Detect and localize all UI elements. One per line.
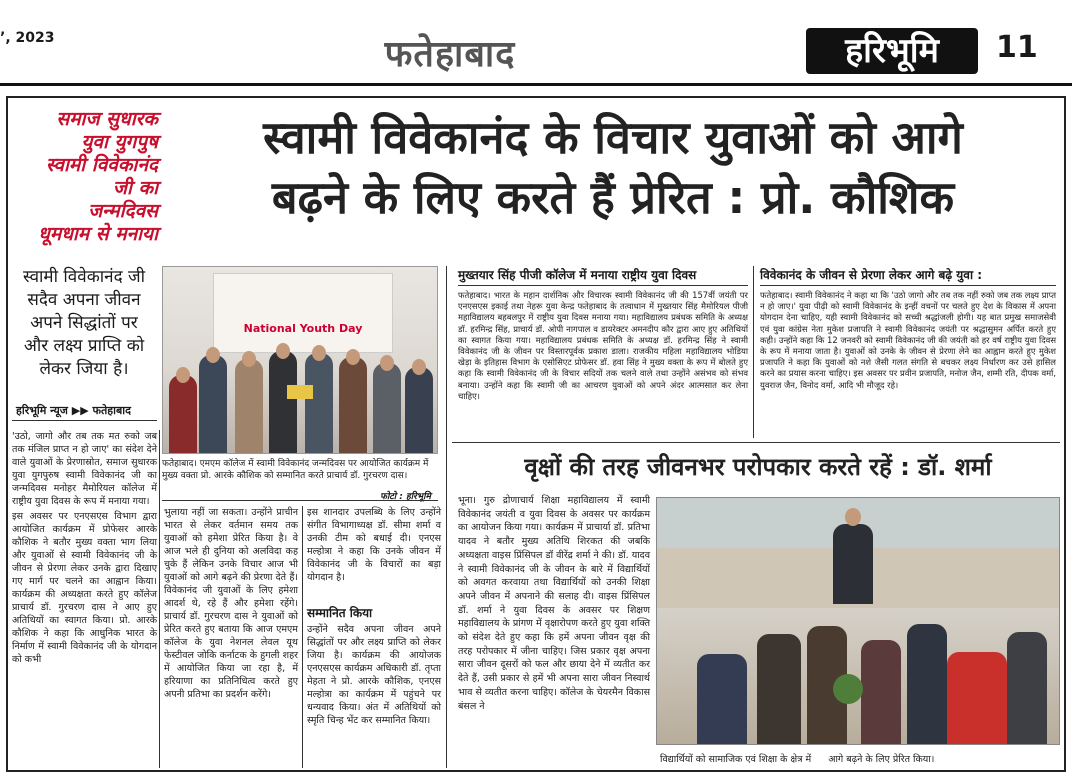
person-figure bbox=[169, 375, 197, 453]
paragraph: भूना। गुरु द्रोणाचार्य शिक्षा महाविद्यालय में स्वामी विवेकानंद जयंती व युवा दिवस के अवसर पर कार्यक्रम का आयोजन किया गया। कार्यक्रम में प्राचार्या डॉ. प्रतिभा यादव ने बतौर मुख्य अतिथि शिरकत की जबकि अध्यक्षता वाइस प्रिंसिपल डॉ वीरेंद्र शर्मा ने की। डॉ. यादव ने स्वामी विवेकानंद जी के जीवन के बारे में विद्यार्थियों को अवगत करवाया तथा विद्यार्थियों को उनकी शिक्षा अपने जीवन में अपनाने की सलाह दी। वाइस प्रिंसिपल डॉ. शर्मा ने युवा दिवस के अवसर पर शिक्षण महाविद्यालय के प्रांगण में वृक्षारोपण करते हुए युवा शक्ति को संदेश देते हुए कहा कि हमें अपना जीवन वृक्ष की तरह परोपकार में जीना चाहिए। जिस प्रकार वृक्ष अपना सारा जीवन दूसरों को फल और छाया देने में व्यतीत कर देते हैं, उसी प्रकार से हमें भी अपना सारा जीवन निस्वार्थ भाव से व्यतीत करना चाहिए। कॉलेज के चेयरमैन विकास बंसल ने bbox=[458, 495, 650, 712]
column-rule bbox=[159, 430, 160, 768]
person-figure bbox=[947, 652, 1007, 744]
person-figure bbox=[861, 640, 901, 744]
divider bbox=[458, 285, 748, 286]
person-head bbox=[380, 355, 394, 371]
byline: हरिभूमि न्यूज ▶▶ फतेहाबाद bbox=[16, 404, 131, 417]
person-head bbox=[176, 367, 190, 383]
pull-quote-line: अपने सिद्धांतों पर bbox=[30, 313, 138, 333]
person-figure bbox=[833, 524, 873, 604]
person-head bbox=[845, 508, 861, 526]
divider bbox=[452, 442, 1060, 443]
paragraph: उन्होंने सदैव अपना जीवन अपने सिद्धांतों पर और लक्ष्य प्राप्ति को लेकर जिया है। कार्यक्रम की आयोजक एनएसएस कार्यक्रम अधिकारी डॉ. तृप्ता मेहता ने प्रो. आरके कौशिक, एनएस मल्होत्रा का कार्यक्रम में पहुंचने पर धन्यवाद किया। अंत में अतिथियों को स्मृति चिन्ह भेंट कर सम्मानित किया। bbox=[307, 624, 441, 726]
kicker-line: स्वामी विवेकानंद bbox=[46, 154, 158, 176]
photo-caption bbox=[660, 752, 1060, 765]
person-figure bbox=[1007, 632, 1047, 744]
story-text: फतेहाबाद। स्वामी विवेकानंद ने कहा था कि 'उठो जागो और तब तक नहीं रुको जब तक लक्ष्य प्राप्त न हो जाए।' युवा पीढ़ी को स्वामी विवेकानंद के इन्हीं वचनों पर चलते हुए देश के विकास में अपना योगदान देना चाहिए, यही स्वामी विवेकानंद को सच्ची श्रद्धांजली होगी। यह बात प्रमुख समाजसेवी एवं युवा कांग्रेस नेता मुकेश प्रजापति ने स्वामी विवेकानंद जयंती पर श्रद्धासुमन अर्पित करते हुए कही। उन्होंने कहा कि 12 जनवरी को स्वामी विवेकानंद जी की जयंती को हर वर्ष राष्ट्रीय युवा दिवस के रूप में मनाया जाता है। युवाओं को उनके के जीवन से प्रेरणा लेने का आह्वान करते हुए मुकेश प्रजापति ने कहा कि युवाओं को नशे जैसी गलत संगति से बचकर लक्ष्य निर्धारण कर उसे हासिल करने का प्रयास करना चाहिए। इस अवसर पर प्रवीन प्रजापति, मनोज जैन, शम्मी रति, दीपक वर्मा, युवराज जैन, विनोद वर्मा, आदि भी मौजूद रहे। bbox=[760, 290, 1056, 390]
kicker-red bbox=[8, 108, 158, 246]
pull-quote-line: और लक्ष्य प्राप्ति को bbox=[23, 336, 145, 356]
story-heading: विवेकानंद के जीवन से प्रेरणा लेकर आगे बढ़े युवा : bbox=[760, 268, 983, 282]
person-head bbox=[346, 349, 360, 365]
pull-quote-line: लेकर जिया है। bbox=[39, 359, 129, 379]
person-figure bbox=[697, 654, 747, 744]
caption-text: विद्यार्थियों को सामाजिक एवं शिक्षा के क्षेत्र में bbox=[660, 754, 812, 765]
page-number: 11 bbox=[996, 30, 1038, 65]
person-figure bbox=[907, 624, 947, 744]
paragraph: भुलाया नहीं जा सकता। उन्होंने प्राचीन भारत से लेकर वर्तमान समय तक युवाओं को हमेशा प्रेरित किया है। वे आज भले ही दुनिया को अलविदा कह चुके हैं लेकिन उनके विचार आज भी युवाओं को आगे बढ़ने की प्रेरणा देते हैं। विवेकानंद जी युवाओं के लिए हमेशा आदर्श थे, रहे हैं और हमेशा रहेंगे। प्राचार्य डॉ. गुरचरण दास ने युवाओं को प्रेरित करते हुए बताया कि आज एमएम कॉलेज के युवा नेशनल लेवल यूथ फेस्टीवल जोकि कर्नाटक के हुगली शहर में आयोजित किया जा रहा है, में हरियाणा का प्रतिनिधित्व करते हुए अपनी प्रतिभा का प्रदर्शन करेंगे। bbox=[164, 507, 298, 700]
issue-date: ’, 2023 bbox=[0, 30, 55, 46]
story-column bbox=[458, 494, 650, 715]
person-figure bbox=[373, 363, 401, 453]
divider bbox=[12, 420, 157, 421]
event-photo bbox=[162, 266, 438, 454]
divider bbox=[760, 285, 1056, 286]
pull-quote-line: स्वामी विवेकानंद जी bbox=[22, 267, 146, 287]
paragraph: इस शानदार उपलब्धि के लिए उन्होंने संगीत विभागाध्यक्ष डॉ. सीमा शर्मा व उनकी टीम को बधाई दी। एनएस मल्होत्रा ने कहा कि उनके जीवन में विवेकानंद जी के विचारों का बड़ा योगदान है। bbox=[307, 507, 441, 583]
main-headline bbox=[168, 108, 1058, 228]
column-rule bbox=[302, 506, 303, 768]
headline-line: बढ़ने के लिए करते हैं प्रेरित : प्रो. कौशिक bbox=[271, 171, 955, 224]
article-column-1 bbox=[12, 430, 157, 668]
person-figure bbox=[405, 367, 433, 453]
sapling bbox=[833, 674, 863, 704]
article-column-2 bbox=[164, 506, 298, 703]
person-figure bbox=[757, 634, 801, 744]
person-head bbox=[276, 343, 290, 359]
article-column-3b bbox=[307, 623, 441, 729]
memento-plaque bbox=[287, 385, 313, 399]
person-figure bbox=[235, 359, 263, 453]
person-figure bbox=[339, 357, 367, 453]
story-heading: मुख्तयार सिंह पीजी कॉलेज में मनाया राष्ट्रीय युवा दिवस bbox=[458, 268, 697, 282]
pull-quote-line: सदैव अपना जीवन bbox=[27, 290, 141, 310]
section-city: फतेहाबाद bbox=[384, 34, 516, 75]
article-column-3 bbox=[307, 506, 441, 586]
person-head bbox=[412, 359, 426, 375]
column-rule bbox=[753, 266, 754, 438]
story-headline: वृक्षों की तरह जीवनभर परोपकार करते रहें : डॉ. शर्मा bbox=[524, 453, 992, 481]
caption-text: आगे बढ़ने के लिए प्रेरित किया। bbox=[828, 754, 935, 765]
paragraph: 'उठो, जागो और तब तक मत रुको जब तक मंजिल प्राप्त न हो जाए' का संदेश देने वाले युवाओं के प्रेरणास्रोत, समाज सुधारक युवा युगपुरुष स्वामी विवेकानंद जी का जन्मदिवस मनोहर मैमोरियल कॉलेज में राष्ट्रीय युवा दिवस के रूप में मनाया गया। bbox=[12, 431, 157, 507]
person-head bbox=[242, 351, 256, 367]
person-figure bbox=[199, 355, 227, 453]
kicker-line: जन्मदिवस bbox=[88, 200, 158, 222]
kicker-line: जी का bbox=[112, 177, 158, 199]
photo-credit: फोटो : हरिभूमि bbox=[380, 492, 431, 502]
person-figure bbox=[305, 353, 333, 453]
photo-banner-text: National Youth Day bbox=[243, 322, 363, 335]
divider bbox=[162, 500, 438, 501]
column-rule bbox=[446, 266, 447, 768]
photo-banner bbox=[213, 273, 393, 353]
subheading: सम्मानित किया bbox=[307, 606, 373, 620]
headline-line: स्वामी विवेकानंद के विचार युवाओं को आगे bbox=[263, 111, 963, 164]
paragraph: इस अवसर पर एनएसएस विभाग द्वारा आयोजित कार्यक्रम में प्रोफेसर आरके कौशिक ने बतौर मुख्य वक्ता भाग लिया और युवाओं से स्वामी विवेकानंद जी के जीवन से प्रेरणा लेकर उनके द्वारा दिखाए गए मार्ग पर चलने का आह्वान किया। कार्यक्रम की अध्यक्षता करते हुए कॉलेज प्राचार्य डॉ. गुरचरण दास ने आए हुए अतिथियों का स्वागत किया। प्रो. आरके कौशिक ने कहा कि आधुनिक भारत के निर्माण में स्वामी विवेकानंद जी के योगदान को कभी bbox=[12, 511, 157, 665]
person-head bbox=[312, 345, 326, 361]
plantation-photo bbox=[656, 497, 1060, 745]
person-head bbox=[206, 347, 220, 363]
newspaper-logo: हरिभूमि bbox=[806, 28, 978, 74]
story-text: फतेहाबाद। भारत के महान दार्शनिक और विचारक स्वामी विवेकानंद जी की 157वीं जयंती पर एनएसएस इकाई तथा नेहरू युवा केन्द्र फतेहाबाद के तत्वाधान में मुख्तयार सिंह मैमोरियल पीजी महाविद्यालय बहबलपुर में राष्ट्रीय युवा दिवस मनाया गया। महाविद्यालय प्रबंधक समिति के अध्यक्ष डॉ. हरमिन्द्र सिंह, प्राचार्य डॉ. ओपी नागपाल व डायरेक्टर अमनदीप कौर द्वारा आए हुए अतिथियों का स्वागत किया गया। महाविद्यालय प्रबंधक समिति के अध्यक्ष डॉ. हरमिन्द्र सिंह ने स्वामी विवेकानंद जी के जीवन पर विस्तारपूर्वक प्रकाश डाला। राजकीय महिला महाविद्यालय भोडिया खेड़ा के इतिहास विभाग के एसोसिएट प्रोफेसर डॉ. हवा सिंह ने मुख्य वक्ता के रूप में बोलते हुए कहा कि स्वामी विवेकानंद जी के विचार सदियों तक चलने वाले तथा उन्होंने असंभव को संभव बनाया। उन्होंने कहा कि स्वामी जी का आचरण युवाओं को अपने अंदर आत्मसात कर लेना चाहिए। bbox=[458, 290, 748, 401]
kicker-line: धूमधाम से मनाया bbox=[38, 223, 158, 245]
pull-quote bbox=[10, 266, 158, 381]
kicker-line: युवा युगपुष bbox=[81, 131, 158, 153]
kicker-line: समाज सुधारक bbox=[56, 108, 158, 130]
person-figure bbox=[269, 351, 297, 453]
page-header bbox=[0, 0, 1072, 86]
photo-caption: फतेहाबाद। एमएम कॉलेज में स्वामी विवेकानंद जन्मदिवस पर आयोजित कार्यक्रम में मुख्य वक्ता प्रो. आरके कौशिक को सम्मानित करते प्राचार्य डॉ. गुरचरण दास। bbox=[162, 459, 429, 481]
